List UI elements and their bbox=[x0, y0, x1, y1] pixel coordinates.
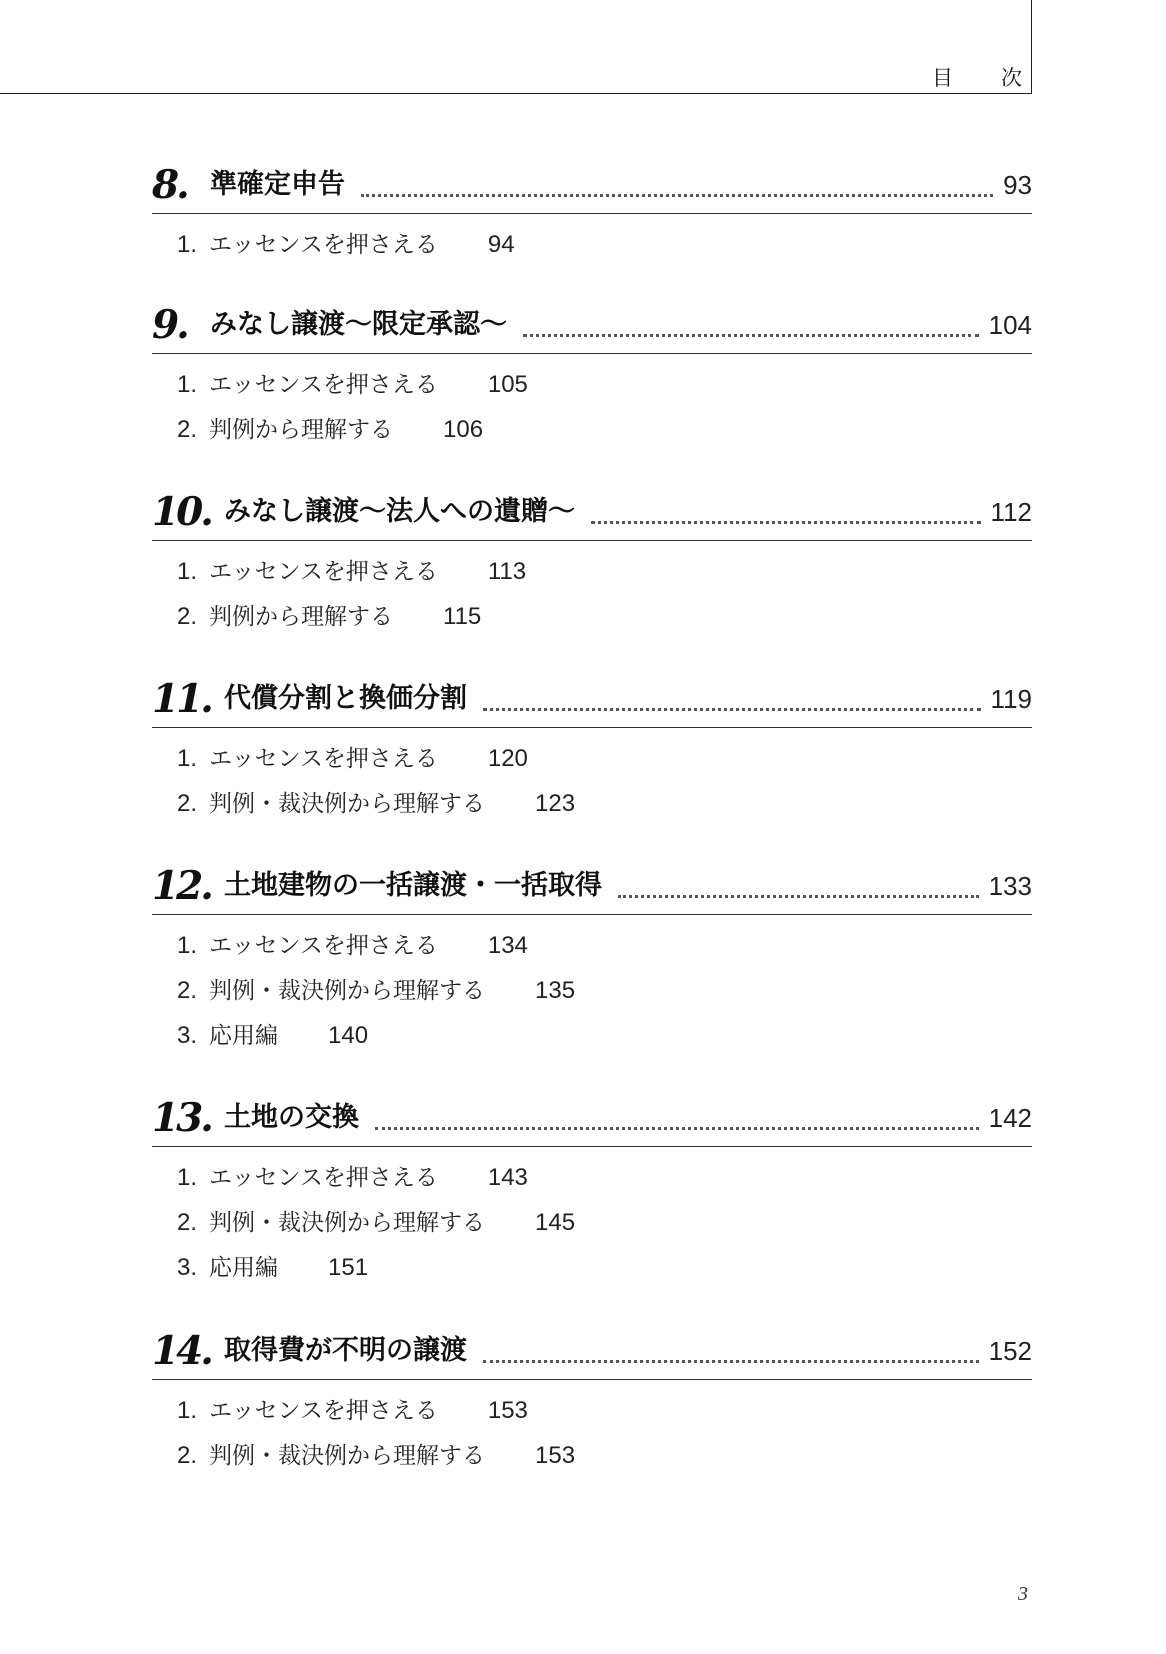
running-head bbox=[932, 62, 1022, 92]
section-title: エッセンスを押さえる bbox=[209, 559, 438, 585]
dot-leader bbox=[591, 521, 981, 524]
section-title: 判例・裁決例から理解する bbox=[209, 978, 485, 1004]
chapter-title: みなし譲渡～限定承認～ bbox=[210, 309, 507, 340]
chapter-page: 152 bbox=[988, 1336, 1032, 1366]
section-number: 2. bbox=[177, 1209, 198, 1236]
section-entry[interactable] bbox=[152, 1437, 1032, 1482]
chapter-title: 土地建物の一括譲渡・一括取得 bbox=[224, 870, 602, 901]
section-list bbox=[152, 354, 1032, 456]
section-number: 1. bbox=[177, 371, 198, 398]
section-list bbox=[152, 728, 1032, 830]
section-page: 151 bbox=[328, 1254, 369, 1281]
section-number: 3. bbox=[177, 1022, 198, 1049]
chapter-page: 142 bbox=[988, 1103, 1032, 1133]
section-entry[interactable] bbox=[152, 927, 1032, 972]
chapter-heading[interactable] bbox=[152, 484, 1032, 541]
section-entry[interactable] bbox=[152, 226, 1032, 271]
section-page: 105 bbox=[487, 371, 528, 398]
section-title: エッセンスを押さえる bbox=[209, 933, 438, 959]
section-number: 3. bbox=[177, 1254, 198, 1281]
chapter-entry bbox=[152, 1323, 1032, 1482]
chapter-heading[interactable] bbox=[152, 297, 1032, 354]
dot-leader bbox=[618, 895, 979, 898]
chapter-title: 代償分割と換価分割 bbox=[224, 683, 467, 714]
section-title: 応用編 bbox=[209, 1255, 278, 1281]
section-title: エッセンスを押さえる bbox=[209, 232, 438, 258]
section-page: 153 bbox=[487, 1397, 528, 1424]
dot-leader bbox=[523, 334, 979, 337]
section-title: エッセンスを押さえる bbox=[209, 1398, 438, 1424]
running-head-left: 目 bbox=[932, 66, 953, 90]
section-page: 134 bbox=[487, 932, 528, 959]
section-page: 94 bbox=[487, 231, 515, 258]
chapter-number: 8. bbox=[152, 162, 187, 208]
chapter-page: 104 bbox=[988, 310, 1032, 340]
section-entry[interactable] bbox=[152, 1159, 1032, 1204]
section-entry[interactable] bbox=[152, 972, 1032, 1017]
chapter-entry bbox=[152, 157, 1032, 271]
section-page: 135 bbox=[535, 977, 576, 1004]
chapter-title: 土地の交換 bbox=[224, 1102, 359, 1133]
section-page: 145 bbox=[535, 1209, 576, 1236]
section-entry[interactable] bbox=[152, 1204, 1032, 1249]
chapter-title: みなし譲渡～法人への遺贈～ bbox=[224, 496, 575, 527]
section-number: 1. bbox=[177, 231, 198, 258]
section-number: 2. bbox=[177, 1442, 198, 1469]
chapter-page: 133 bbox=[988, 871, 1032, 901]
dot-leader bbox=[361, 194, 993, 197]
section-number: 1. bbox=[177, 932, 198, 959]
header-rule-vertical bbox=[1031, 0, 1032, 94]
section-page: 120 bbox=[487, 745, 528, 772]
chapter-heading[interactable] bbox=[152, 858, 1032, 915]
section-number: 1. bbox=[177, 1397, 198, 1424]
section-entry[interactable] bbox=[152, 598, 1032, 643]
chapter-heading[interactable] bbox=[152, 1323, 1032, 1380]
section-page: 106 bbox=[443, 416, 484, 443]
section-title: エッセンスを押さえる bbox=[209, 372, 438, 398]
section-title: 判例・裁決例から理解する bbox=[209, 1443, 485, 1469]
chapter-heading[interactable] bbox=[152, 671, 1032, 728]
section-list bbox=[152, 1380, 1032, 1482]
section-number: 2. bbox=[177, 603, 198, 630]
chapter-number: 9. bbox=[152, 302, 187, 348]
header-rule bbox=[0, 93, 1032, 94]
section-list bbox=[152, 541, 1032, 643]
section-title: 判例から理解する bbox=[209, 417, 393, 443]
chapter-number: 13. bbox=[152, 1095, 211, 1141]
section-page: 153 bbox=[535, 1442, 576, 1469]
section-list bbox=[152, 1147, 1032, 1294]
section-page: 140 bbox=[328, 1022, 369, 1049]
chapter-page: 93 bbox=[1003, 170, 1032, 200]
section-entry[interactable] bbox=[152, 366, 1032, 411]
dot-leader bbox=[375, 1127, 979, 1130]
chapter-entry bbox=[152, 858, 1032, 1062]
dot-leader bbox=[483, 708, 981, 711]
section-entry[interactable] bbox=[152, 740, 1032, 785]
chapter-entry bbox=[152, 484, 1032, 643]
section-number: 1. bbox=[177, 558, 198, 585]
section-list bbox=[152, 214, 1032, 271]
chapter-number: 10. bbox=[152, 489, 211, 535]
chapter-entry bbox=[152, 297, 1032, 456]
section-number: 2. bbox=[177, 977, 198, 1004]
section-title: エッセンスを押さえる bbox=[209, 746, 438, 772]
section-list bbox=[152, 915, 1032, 1062]
section-entry[interactable] bbox=[152, 1392, 1032, 1437]
chapter-number: 12. bbox=[152, 863, 211, 909]
chapter-number: 14. bbox=[152, 1328, 211, 1374]
chapter-entry bbox=[152, 671, 1032, 830]
chapter-title: 準確定申告 bbox=[210, 169, 345, 200]
chapter-entry bbox=[152, 1090, 1032, 1294]
chapter-page: 112 bbox=[990, 497, 1032, 527]
running-head-right: 次 bbox=[1001, 66, 1022, 90]
section-number: 1. bbox=[177, 1164, 198, 1191]
section-number: 2. bbox=[177, 416, 198, 443]
section-entry[interactable] bbox=[152, 1249, 1032, 1294]
section-entry[interactable] bbox=[152, 785, 1032, 830]
chapter-heading[interactable] bbox=[152, 1090, 1032, 1147]
section-entry[interactable] bbox=[152, 411, 1032, 456]
section-entry[interactable] bbox=[152, 553, 1032, 598]
chapter-page: 119 bbox=[990, 684, 1032, 714]
section-title: 判例・裁決例から理解する bbox=[209, 791, 485, 817]
page-number: 3 bbox=[1018, 1583, 1028, 1605]
section-page: 143 bbox=[487, 1164, 528, 1191]
dot-leader bbox=[483, 1360, 979, 1363]
section-number: 1. bbox=[177, 745, 198, 772]
section-page: 115 bbox=[443, 603, 482, 630]
chapter-number: 11. bbox=[152, 676, 211, 722]
chapter-title: 取得費が不明の譲渡 bbox=[224, 1335, 467, 1366]
section-page: 123 bbox=[535, 790, 576, 817]
section-number: 2. bbox=[177, 790, 198, 817]
section-title: エッセンスを押さえる bbox=[209, 1165, 438, 1191]
section-title: 判例から理解する bbox=[209, 604, 393, 630]
section-entry[interactable] bbox=[152, 1017, 1032, 1062]
section-title: 応用編 bbox=[209, 1023, 278, 1049]
section-page: 113 bbox=[487, 558, 527, 585]
chapter-heading[interactable] bbox=[152, 157, 1032, 214]
section-title: 判例・裁決例から理解する bbox=[209, 1210, 485, 1236]
